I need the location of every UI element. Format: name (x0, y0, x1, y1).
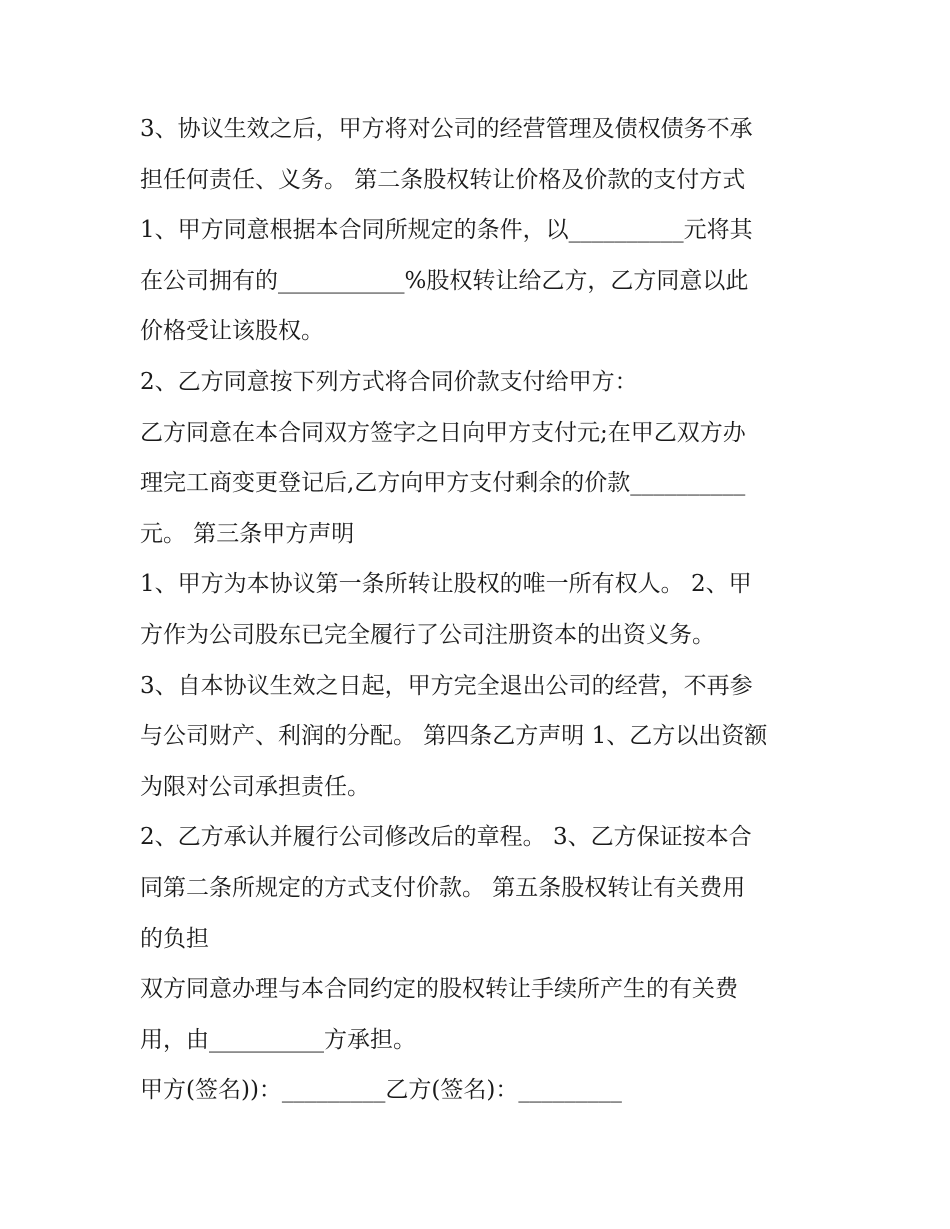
text-line: 的负担 (140, 925, 209, 952)
text-line: 2、乙方承认并履行公司修改后的章程。 3、乙方保证按本合 (140, 824, 752, 851)
text-line: 同第二条所规定的方式支付价款。 第五条股权转让有关费用 (140, 874, 746, 901)
text-line: 双方同意办理与本合同约定的股权转让手续所产生的有关费 (140, 976, 738, 1003)
text-line: 担任何责任、义务。 第二条股权转让价格及价款的支付方式 (140, 166, 746, 193)
text-line: 方作为公司股东已完全履行了公司注册资本的出资义务。 (140, 621, 715, 648)
text-line: 价格受让该股权。 (140, 318, 324, 345)
document-page (140, 104, 820, 1116)
signature-line: 甲方(签名))：_________乙方(签名)：_________ (140, 1077, 622, 1104)
text-line: 3、自本协议生效之日起，甲方完全退出公司的经营，不再参 (140, 672, 753, 699)
text-line: 1、甲方同意根据本合同所规定的条件，以__________元将其 (140, 217, 753, 244)
text-line: 理完工商变更登记后,乙方向甲方支付剩余的价款__________ (140, 470, 746, 497)
text-line: 乙方同意在本合同双方签字之日向甲方支付元;在甲乙双方办 (140, 419, 746, 446)
text-line: 用，由__________方承担。 (140, 1026, 416, 1053)
text-line: 为限对公司承担责任。 (140, 773, 370, 800)
text-line: 3、协议生效之后，甲方将对公司的经营管理及债权债务不承 (140, 116, 753, 142)
text-line: 与公司财产、利润的分配。 第四条乙方声明 1、乙方以出资额 (140, 723, 768, 750)
text-line: 在公司拥有的___________%股权转让给乙方，乙方同意以此 (140, 267, 749, 294)
text-line: 元。 第三条甲方声明 (140, 520, 355, 547)
text-line: 2、乙方同意按下列方式将合同价款支付给甲方： (140, 368, 638, 395)
text-line: 1、甲方为本协议第一条所转让股权的唯一所有权人。 2、甲 (140, 571, 752, 598)
